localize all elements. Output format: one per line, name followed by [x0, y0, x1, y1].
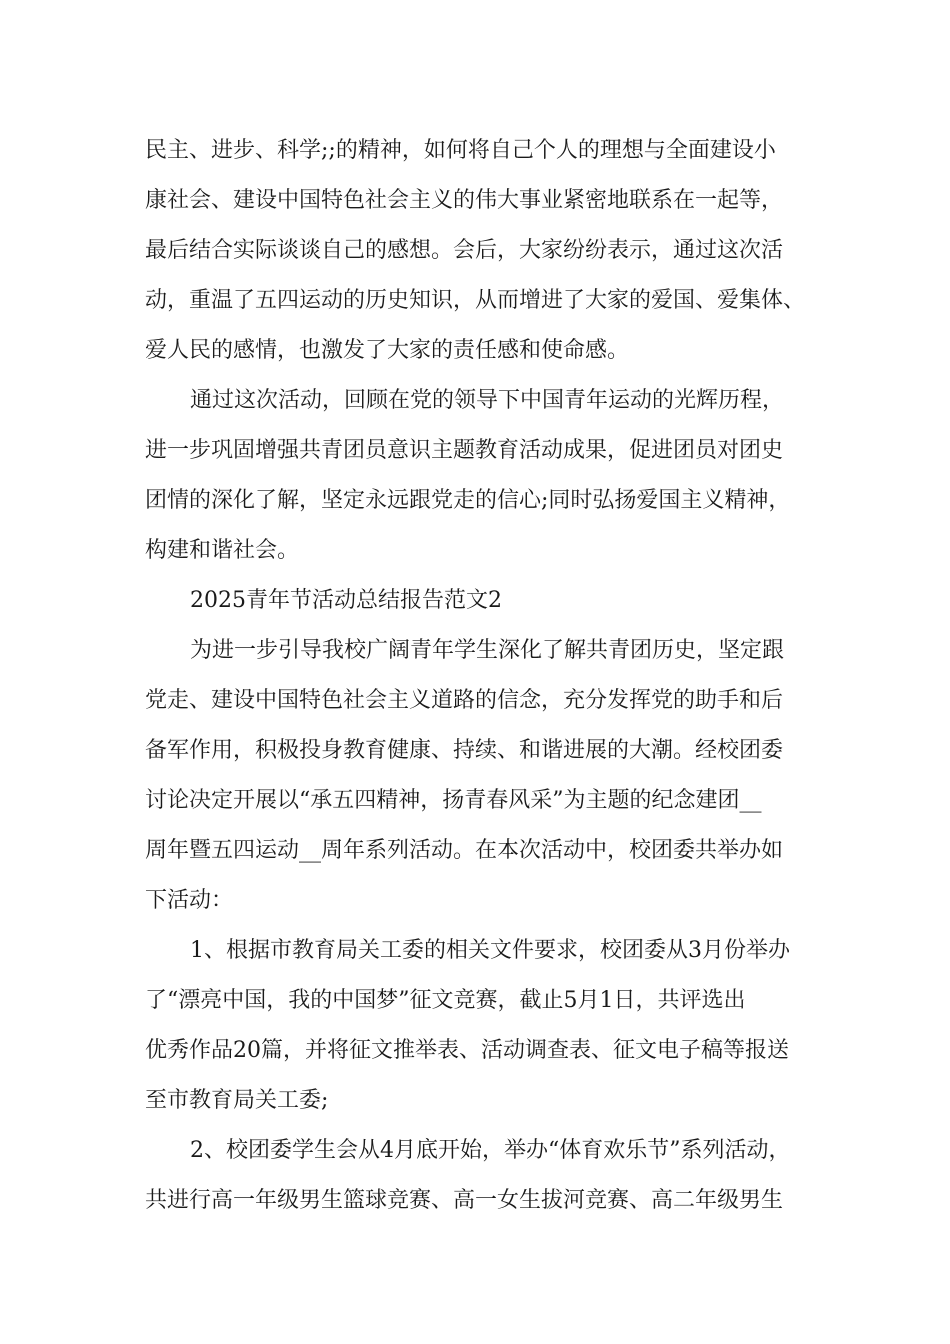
- list-item-first-line: 1、根据市教育局关工委的相关文件要求，校团委从3月份举办: [190, 938, 790, 963]
- body-text-line: 进一步巩固增强共青团员意识主题教育活动成果，促进团员对团史: [145, 438, 784, 463]
- body-text-line: 周年暨五四运动__周年系列活动。在本次活动中，校团委共举办如: [145, 838, 784, 863]
- body-text-line: 最后结合实际谈谈自己的感想。会后，大家纷纷表示，通过这次活: [145, 238, 784, 263]
- body-text-line: 康社会、建设中国特色社会主义的伟大事业紧密地联系在一起等，: [145, 188, 784, 213]
- body-text-line: 民主、进步、科学;;的精神，如何将自己个人的理想与全面建设小: [145, 138, 776, 163]
- body-text-line: 至市教育局关工委;: [145, 1088, 329, 1113]
- body-text-line: 党走、建设中国特色社会主义道路的信念，充分发挥党的助手和后: [145, 688, 784, 713]
- body-text-line: 爱人民的感情，也激发了大家的责任感和使命感。: [145, 338, 630, 363]
- body-text-line: 了“漂亮中国，我的中国梦”征文竞赛，截止5月1日，共评选出: [145, 988, 746, 1013]
- section-heading: 2025青年节活动总结报告范文2: [190, 588, 502, 613]
- body-text-line: 备军作用，积极投身教育健康、持续、和谐进展的大潮。经校团委: [145, 738, 784, 763]
- body-text-line: 讨论决定开展以“承五四精神，扬青春风采”为主题的纪念建团__: [145, 788, 762, 813]
- body-text-line: 团情的深化了解，坚定永远跟党走的信心;同时弘扬爱国主义精神，: [145, 488, 791, 513]
- body-text-line: 构建和谐社会。: [145, 538, 300, 563]
- body-text-line: 动，重温了五四运动的历史知识，从而增进了大家的爱国、爱集体、: [145, 288, 806, 313]
- body-text-line: 共进行高一年级男生篮球竞赛、高一女生拔河竞赛、高二年级男生: [145, 1188, 784, 1213]
- body-text-line: 优秀作品20篇，并将征文推举表、活动调查表、征文电子稿等报送: [145, 1038, 789, 1063]
- paragraph-first-line: 通过这次活动，回顾在党的领导下中国青年运动的光辉历程，: [190, 388, 785, 413]
- list-item-first-line: 2、校团委学生会从4月底开始，举办“体育欢乐节”系列活动，: [190, 1138, 791, 1163]
- paragraph-first-line: 为进一步引导我校广阔青年学生深化了解共青团历史，坚定跟: [190, 638, 785, 663]
- body-text-line: 下活动：: [145, 888, 234, 913]
